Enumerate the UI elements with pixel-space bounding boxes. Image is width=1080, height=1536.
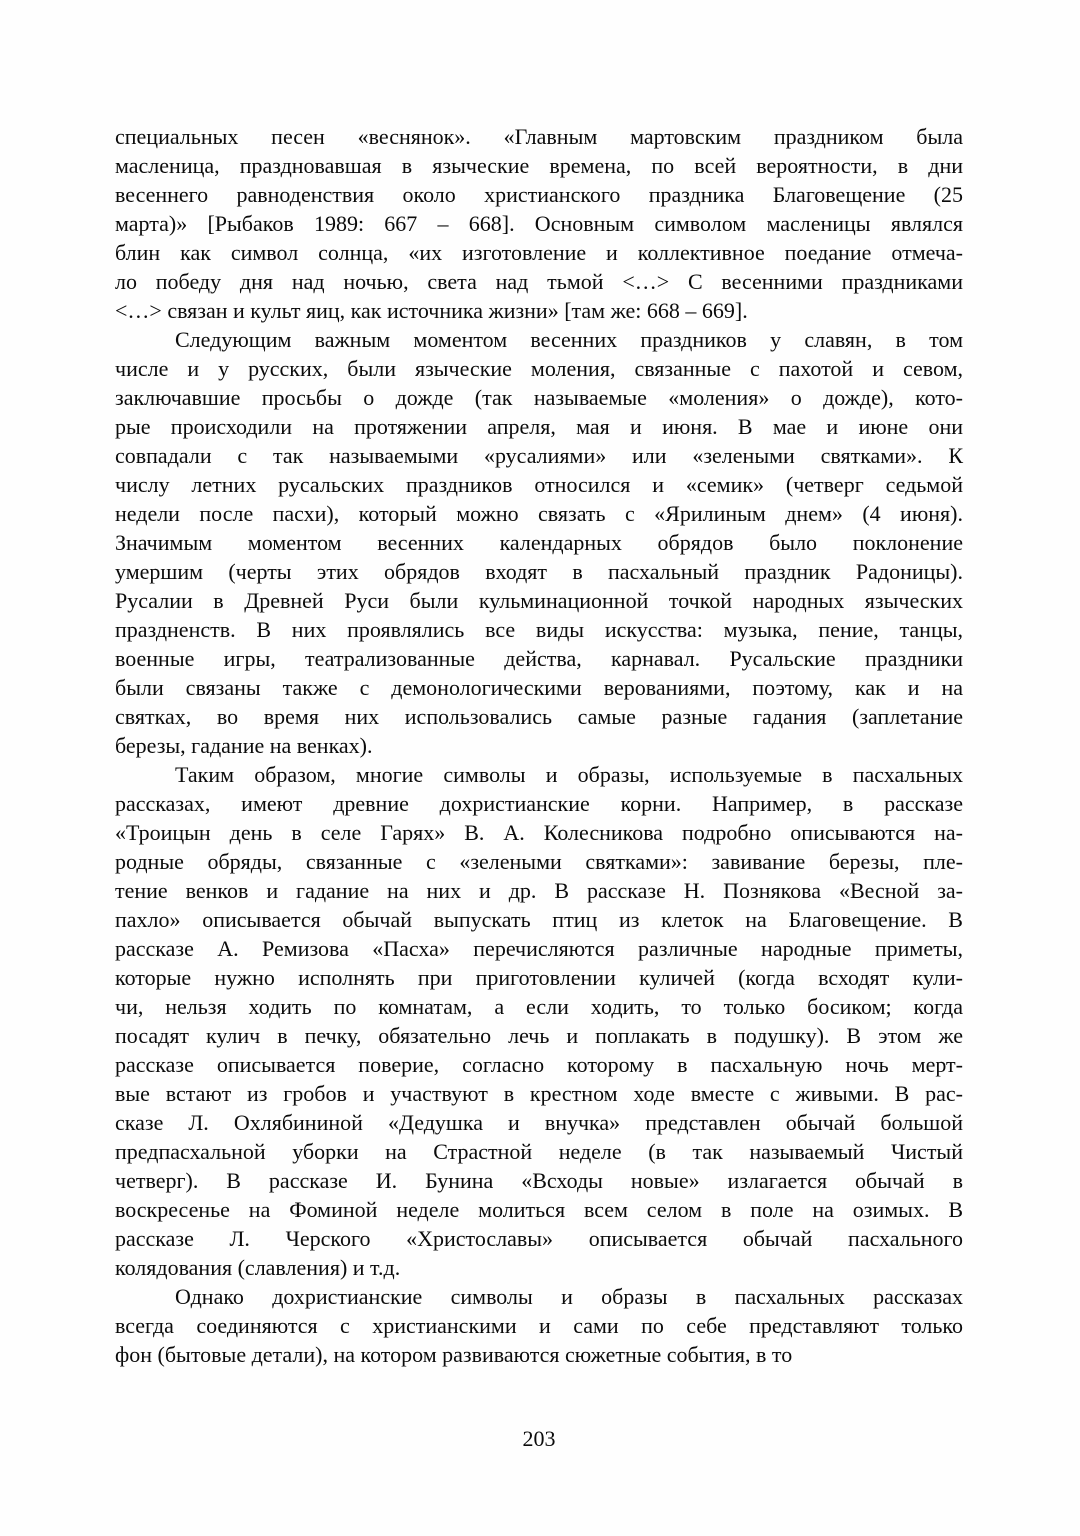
text-line: числу летних русальских праздников относился и «семик» (четверг седьмой [115, 472, 963, 497]
text-line: всегда соединяются с христианскими и сами по себе представляют только [115, 1313, 963, 1338]
text-line: рассказах, имеют древние дохристианские корни. Например, в рассказе [115, 791, 963, 816]
text-line: пахло» описывается обычай выпускать птиц из клеток на Благовещение. В [115, 907, 963, 932]
text-line: березы, гадание на венках). [115, 733, 373, 758]
text-line: весеннего равноденствия около христианского праздника Благовещение (25 [115, 182, 963, 207]
text-line: которые нужно исполнять при приготовлении куличей (когда всходят кули- [115, 965, 963, 990]
text-line: Следующим важным моментом весенних праздников у славян, в том [175, 327, 963, 352]
text-line: числе и у русских, были языческие моления, связанные с пахотой и севом, [115, 356, 963, 381]
text-line: предпасхальной уборки на Страстной неделе (в так называемый Чистый [115, 1139, 963, 1164]
text-line: заключавшие просьбы о дожде (так называемые «моления» о дожде), кото- [115, 385, 963, 410]
page-number: 203 [522, 1426, 556, 1451]
text-line: праздненств. В них проявлялись все виды искусства: музыка, пение, танцы, [115, 617, 963, 642]
text-line: блин как символ солнца, «их изготовление и коллективное поедание отмеча- [115, 240, 963, 265]
text-line: рассказе описывается поверие, согласно которому в пасхальную ночь мерт- [115, 1052, 963, 1077]
text-line: Однако дохристианские символы и образы в пасхальных рассказах [175, 1284, 963, 1309]
text-line: совпадали с так называемыми «русалиями» или «зелеными святками». К [115, 443, 963, 468]
text-line: рассказе А. Ремизова «Пасха» перечисляются различные народные приметы, [115, 936, 963, 961]
text-line: рые происходили на протяжении апреля, мая и июня. В мае и июне они [115, 414, 963, 439]
text-body [115, 122, 963, 1369]
text-line: родные обряды, связанные с «зелеными святками»: завивание березы, пле- [115, 849, 963, 874]
paragraph [115, 122, 963, 325]
text-line: колядования (славления) и т.д. [115, 1255, 401, 1280]
text-line: святках, во время них использовались самые разные гадания (заплетание [115, 704, 963, 729]
text-line: посадят кулич в печку, обязательно лечь и поплакать в подушку). В этом же [115, 1023, 963, 1048]
text-line: умершим (черты этих обрядов входят в пасхальный праздник Радоницы). [115, 559, 963, 584]
text-line: <…> связан и культ яиц, как источника жизни» [там же: 668 – 669]. [115, 298, 748, 323]
text-line: «Троицын день в селе Гарях» В. А. Колесникова подробно описываются на- [115, 820, 963, 845]
text-line: четверг). В рассказе И. Бунина «Всходы новые» излагается обычай в [115, 1168, 963, 1193]
paragraph [115, 325, 963, 760]
text-line: тение венков и гадание на них и др. В рассказе Н. Познякова «Весной за- [115, 878, 963, 903]
text-line: масленица, праздновавшая в языческие времена, по всей вероятности, в дни [115, 153, 963, 178]
text-line: Значимым моментом весенних календарных обрядов было поклонение [115, 530, 963, 555]
text-line: воскресенье на Фоминой неделе молиться всем селом в поле на озимых. В [115, 1197, 963, 1222]
text-line: военные игры, театрализованные действа, карнавал. Русальские праздники [115, 646, 963, 671]
paragraph [115, 760, 963, 1282]
text-line: специальных песен «веснянок». «Главным мартовским праздником была [115, 124, 963, 149]
text-line: недели после пасхи), который можно связать с «Ярилиным днем» (4 июня). [115, 501, 963, 526]
text-line: марта)» [Рыбаков 1989: 667 – 668]. Основным символом масленицы являлся [115, 211, 963, 236]
text-line: были связаны также с демонологическими верованиями, поэтому, как и на [115, 675, 963, 700]
text-line: фон (бытовые детали), на котором развиваются сюжетные события, в то [115, 1342, 793, 1367]
text-line: Таким образом, многие символы и образы, используемые в пасхальных [175, 762, 963, 787]
text-line: сказе Л. Охлябининой «Дедушка и внучка» представлен обычай большой [115, 1110, 963, 1135]
text-line: чи, нельзя ходить по комнатам, а если ходить, то только босиком; когда [115, 994, 963, 1019]
paragraph [115, 1282, 963, 1369]
text-line: ло победу дня над ночью, света над тьмой <…> С весенними праздниками [115, 269, 963, 294]
text-line: Русалии в Древней Руси были кульминационной точкой народных языческих [115, 588, 963, 613]
text-line: вые встают из гробов и участвуют в крестном ходе вместе с живыми. В рас- [115, 1081, 963, 1106]
text-line: рассказе Л. Черского «Христославы» описывается обычай пасхального [115, 1226, 963, 1251]
